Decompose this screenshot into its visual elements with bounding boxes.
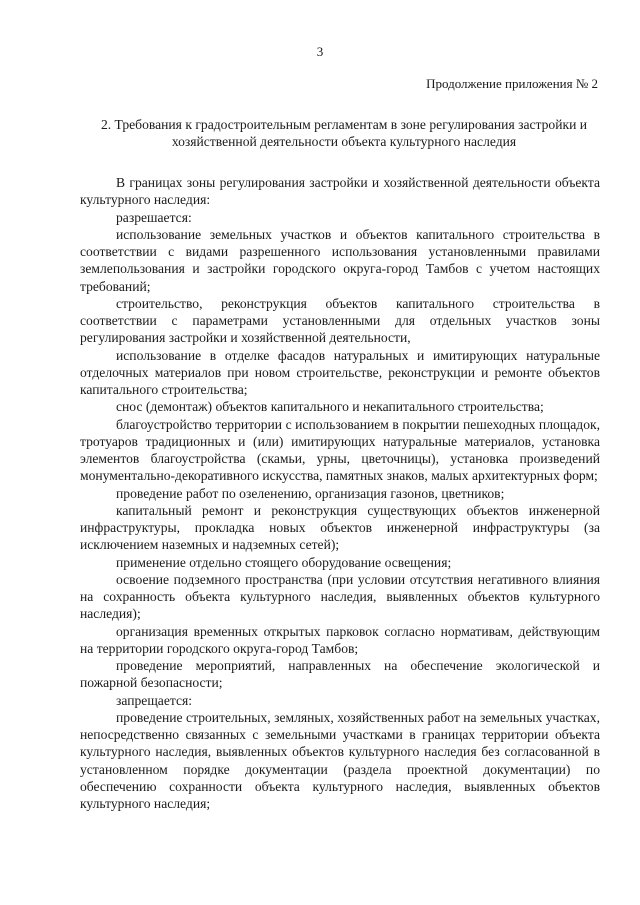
paragraph-item: применение отдельно стоящего оборудование освещения;: [116, 554, 452, 570]
paragraph-item: проведение строительных, земляных, хозяйственных работ на земельных участках, непосредственно связанных с земельными участками в границах территории объекта культурного наследия, выявленных объектов культурного наследия без согласованной в установленном порядке документации (раздела проектной документации) по обеспечению сохранности объекта культурного наследия, выявленных объектов культурного наследия;: [80, 709, 600, 811]
paragraph-forbidden-heading: запрещается:: [116, 692, 193, 708]
paragraph-item: освоение подземного пространства (при условии отсутствия негативного влияния на сохранность объекта культурного наследия, выявленных объектов культурного наследия);: [80, 571, 600, 622]
paragraph-item: использование в отделке фасадов натуральных и имитирующих натуральные отделочных материалов при новом строительстве, реконструкции и ремонте объектов капитального строительства;: [80, 347, 600, 397]
paragraph-item: организация временных открытых парковок согласно нормативам, действующим на территории городского округа-город Тамбов;: [80, 623, 600, 656]
paragraph-item: проведение работ по озеленению, организация газонов, цветников;: [116, 485, 505, 501]
paragraph-intro: В границах зоны регулирования застройки и хозяйственной деятельности объекта культурного наследия:: [80, 175, 600, 208]
appendix-continuation-note: Продолжение приложения № 2: [426, 76, 598, 91]
paragraph-allowed-heading: разрешается:: [116, 209, 192, 225]
paragraph-item: капитальный ремонт и реконструкция существующих объектов инженерной инфраструктуры, прокладка новых объектов инженерной инфраструктуры (за исключением наземных и надземных сетей);: [80, 502, 600, 553]
paragraph-item: снос (демонтаж) объектов капитального и некапитального строительства;: [116, 399, 544, 415]
page-number: 3: [316, 44, 324, 59]
paragraph-item: проведение мероприятий, направленных на обеспечение экологической и пожарной безопасности;: [80, 658, 600, 691]
document-body: [80, 174, 600, 812]
section-title: 2. Требования к градостроительным регламентам в зоне регулирования застройки и хозяйственной деятельности объекта культурного наследия: [100, 117, 588, 149]
paragraph-item: строительство, реконструкция объектов капитального строительства в соответствии с параметрами установленными для отдельных участков зоны регулирования застройки и хозяйственной деятельности,: [80, 295, 600, 346]
paragraph-item: использование земельных участков и объектов капитального строительства в соответствии с видами разрешенного использования установленными правилами землепользования и застройки городского округа-город Тамбов с учетом настоящих требований;: [80, 226, 600, 294]
paragraph-item: благоустройство территории с использованием в покрытии пешеходных площадок, тротуаров традиционных и (или) имитирующих натуральные материалов, установка элементов благоустройства (скамьи, урны, цветочницы), установка произведений монументально-декоративного искусства, памятных знаков, малых архитектурных форм;: [80, 416, 600, 484]
